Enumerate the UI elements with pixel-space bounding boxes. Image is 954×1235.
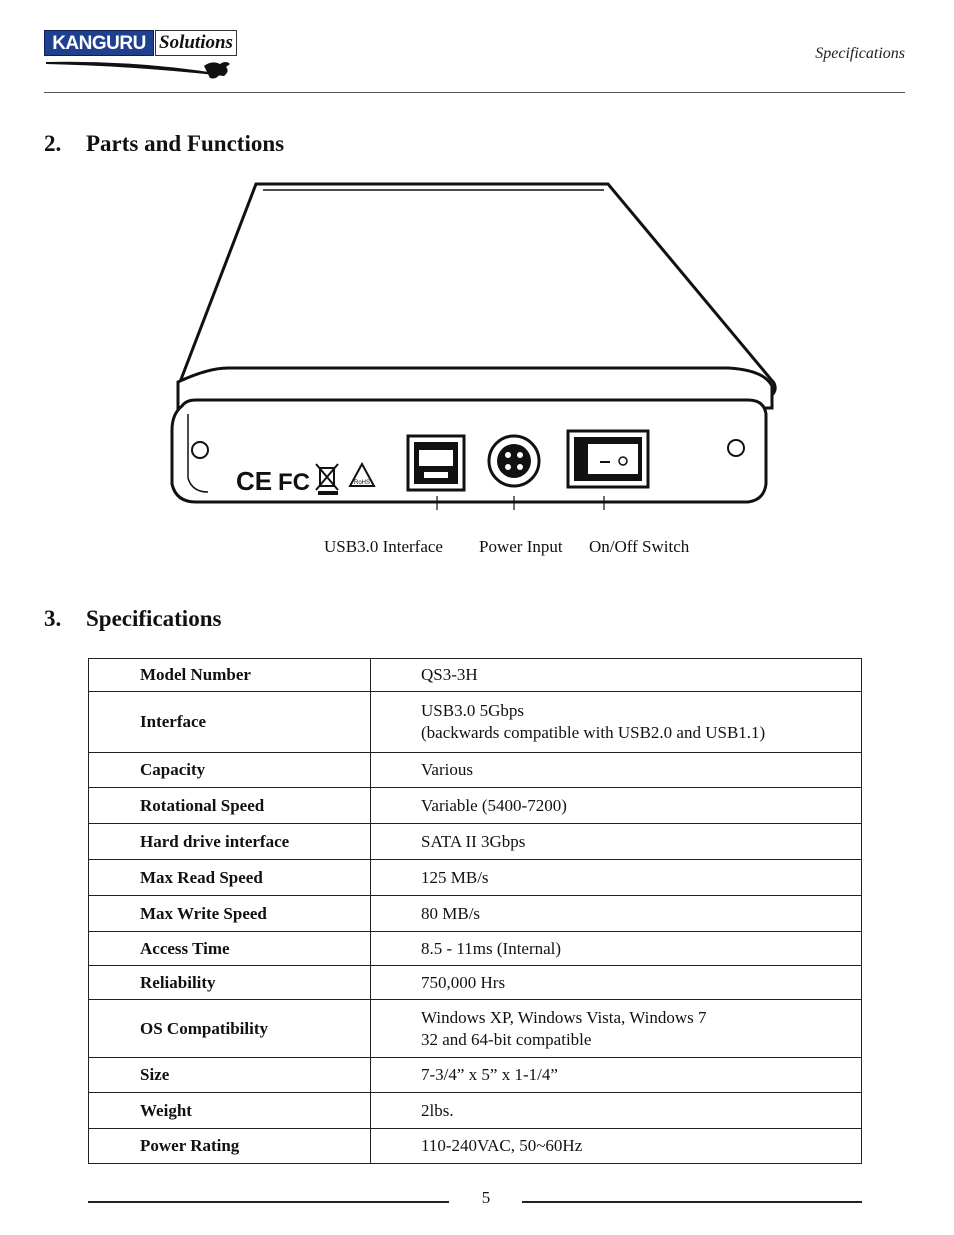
spec-value: [371, 1058, 862, 1093]
spec-row: [89, 1129, 862, 1164]
parts-heading-number: 2.: [44, 131, 62, 156]
page-number: 5: [481, 1188, 491, 1207]
spec-value-line: 80 MB/s: [421, 903, 481, 923]
spec-value-line: USB3.0 5Gbps: [421, 701, 524, 720]
spec-row: [89, 824, 862, 860]
specs-heading: [44, 606, 221, 632]
spec-row: [89, 966, 862, 1000]
callout-usb3-interface: USB3.0 Interface: [324, 537, 443, 556]
spec-label: OS Compatibility: [89, 1000, 371, 1058]
power-input-port-icon: [489, 436, 539, 486]
spec-row: [89, 932, 862, 966]
spec-value: [371, 824, 862, 860]
specs-heading-title: Specifications: [86, 606, 222, 631]
spec-value: [371, 692, 862, 753]
specs-heading-number: 3.: [44, 606, 62, 631]
spec-row: [89, 1058, 862, 1093]
spec-value: [371, 896, 862, 932]
parts-heading: [44, 131, 284, 157]
drive-enclosure-illustration: [168, 178, 782, 510]
spec-value-line: 750,000 Hrs: [421, 972, 506, 992]
spec-value: [371, 860, 862, 896]
svg-text:RoHS: RoHS: [354, 480, 371, 486]
spec-label: Interface: [89, 692, 371, 753]
spec-label: Max Write Speed: [89, 896, 371, 932]
spec-label: Capacity: [89, 753, 371, 788]
header-divider: [44, 92, 905, 93]
spec-value-line: 7-3/4” x 5” x 1-1/4”: [421, 1065, 558, 1084]
spec-value-line: 125 MB/s: [421, 867, 489, 887]
kangaroo-swoosh-icon: [44, 54, 240, 82]
parts-heading-title: Parts and Functions: [86, 131, 285, 156]
spec-label: Hard drive interface: [89, 824, 371, 860]
spec-row: [89, 692, 862, 753]
spec-value-line: SATA II 3Gbps: [421, 831, 526, 851]
spec-row: [89, 1000, 862, 1058]
spec-label: Access Time: [89, 932, 371, 966]
spec-row: [89, 860, 862, 896]
logo-brand: KANGURU: [44, 30, 154, 56]
spec-value: [371, 932, 862, 966]
footer-rule-left: [88, 1201, 449, 1203]
callout-power-input: Power Input: [479, 537, 563, 556]
specifications-table: [88, 658, 862, 1164]
spec-label: Size: [89, 1058, 371, 1093]
specifications-table-body: [89, 659, 862, 1164]
spec-value-line: 8.5 - 11ms (Internal): [421, 938, 562, 958]
logo-suffix: Solutions: [155, 30, 237, 56]
spec-value: [371, 753, 862, 788]
spec-label: Reliability: [89, 966, 371, 1000]
spec-value-line: 2lbs.: [421, 1100, 454, 1120]
spec-value-line: (backwards compatible with USB2.0 and USB1.1): [421, 723, 766, 742]
ce-mark-icon: CE: [236, 466, 273, 496]
spec-value: [371, 659, 862, 692]
power-switch-icon: [568, 431, 648, 487]
spec-label: Power Rating: [89, 1129, 371, 1164]
section-label: Specifications: [815, 45, 905, 62]
usb3-port-icon: [408, 436, 464, 490]
spec-row: [89, 1093, 862, 1129]
spec-label: Rotational Speed: [89, 788, 371, 824]
callout-on-off-switch: On/Off Switch: [589, 537, 690, 556]
spec-label: Max Read Speed: [89, 860, 371, 896]
spec-value: [371, 1093, 862, 1129]
spec-value: [371, 966, 862, 1000]
spec-value: [371, 1129, 862, 1164]
spec-row: [89, 788, 862, 824]
spec-value-line: Variable (5400-7200): [421, 795, 567, 815]
spec-row: [89, 659, 862, 692]
spec-label: Weight: [89, 1093, 371, 1129]
spec-row: [89, 896, 862, 932]
spec-row: [89, 753, 862, 788]
spec-label: Model Number: [89, 659, 371, 692]
spec-value-line: Various: [421, 760, 473, 779]
spec-value-line: 32 and 64-bit compatible: [421, 1029, 592, 1049]
spec-value: [371, 788, 862, 824]
spec-value-line: Windows XP, Windows Vista, Windows 7: [421, 1007, 707, 1027]
footer-rule-right: [522, 1201, 862, 1203]
spec-value: [371, 1000, 862, 1058]
fcc-mark-icon: FC: [278, 469, 310, 496]
spec-value-line: 110-240VAC, 50~60Hz: [421, 1136, 583, 1155]
kanguru-logo: [44, 28, 240, 82]
spec-value-line: QS3-3H: [421, 665, 478, 684]
